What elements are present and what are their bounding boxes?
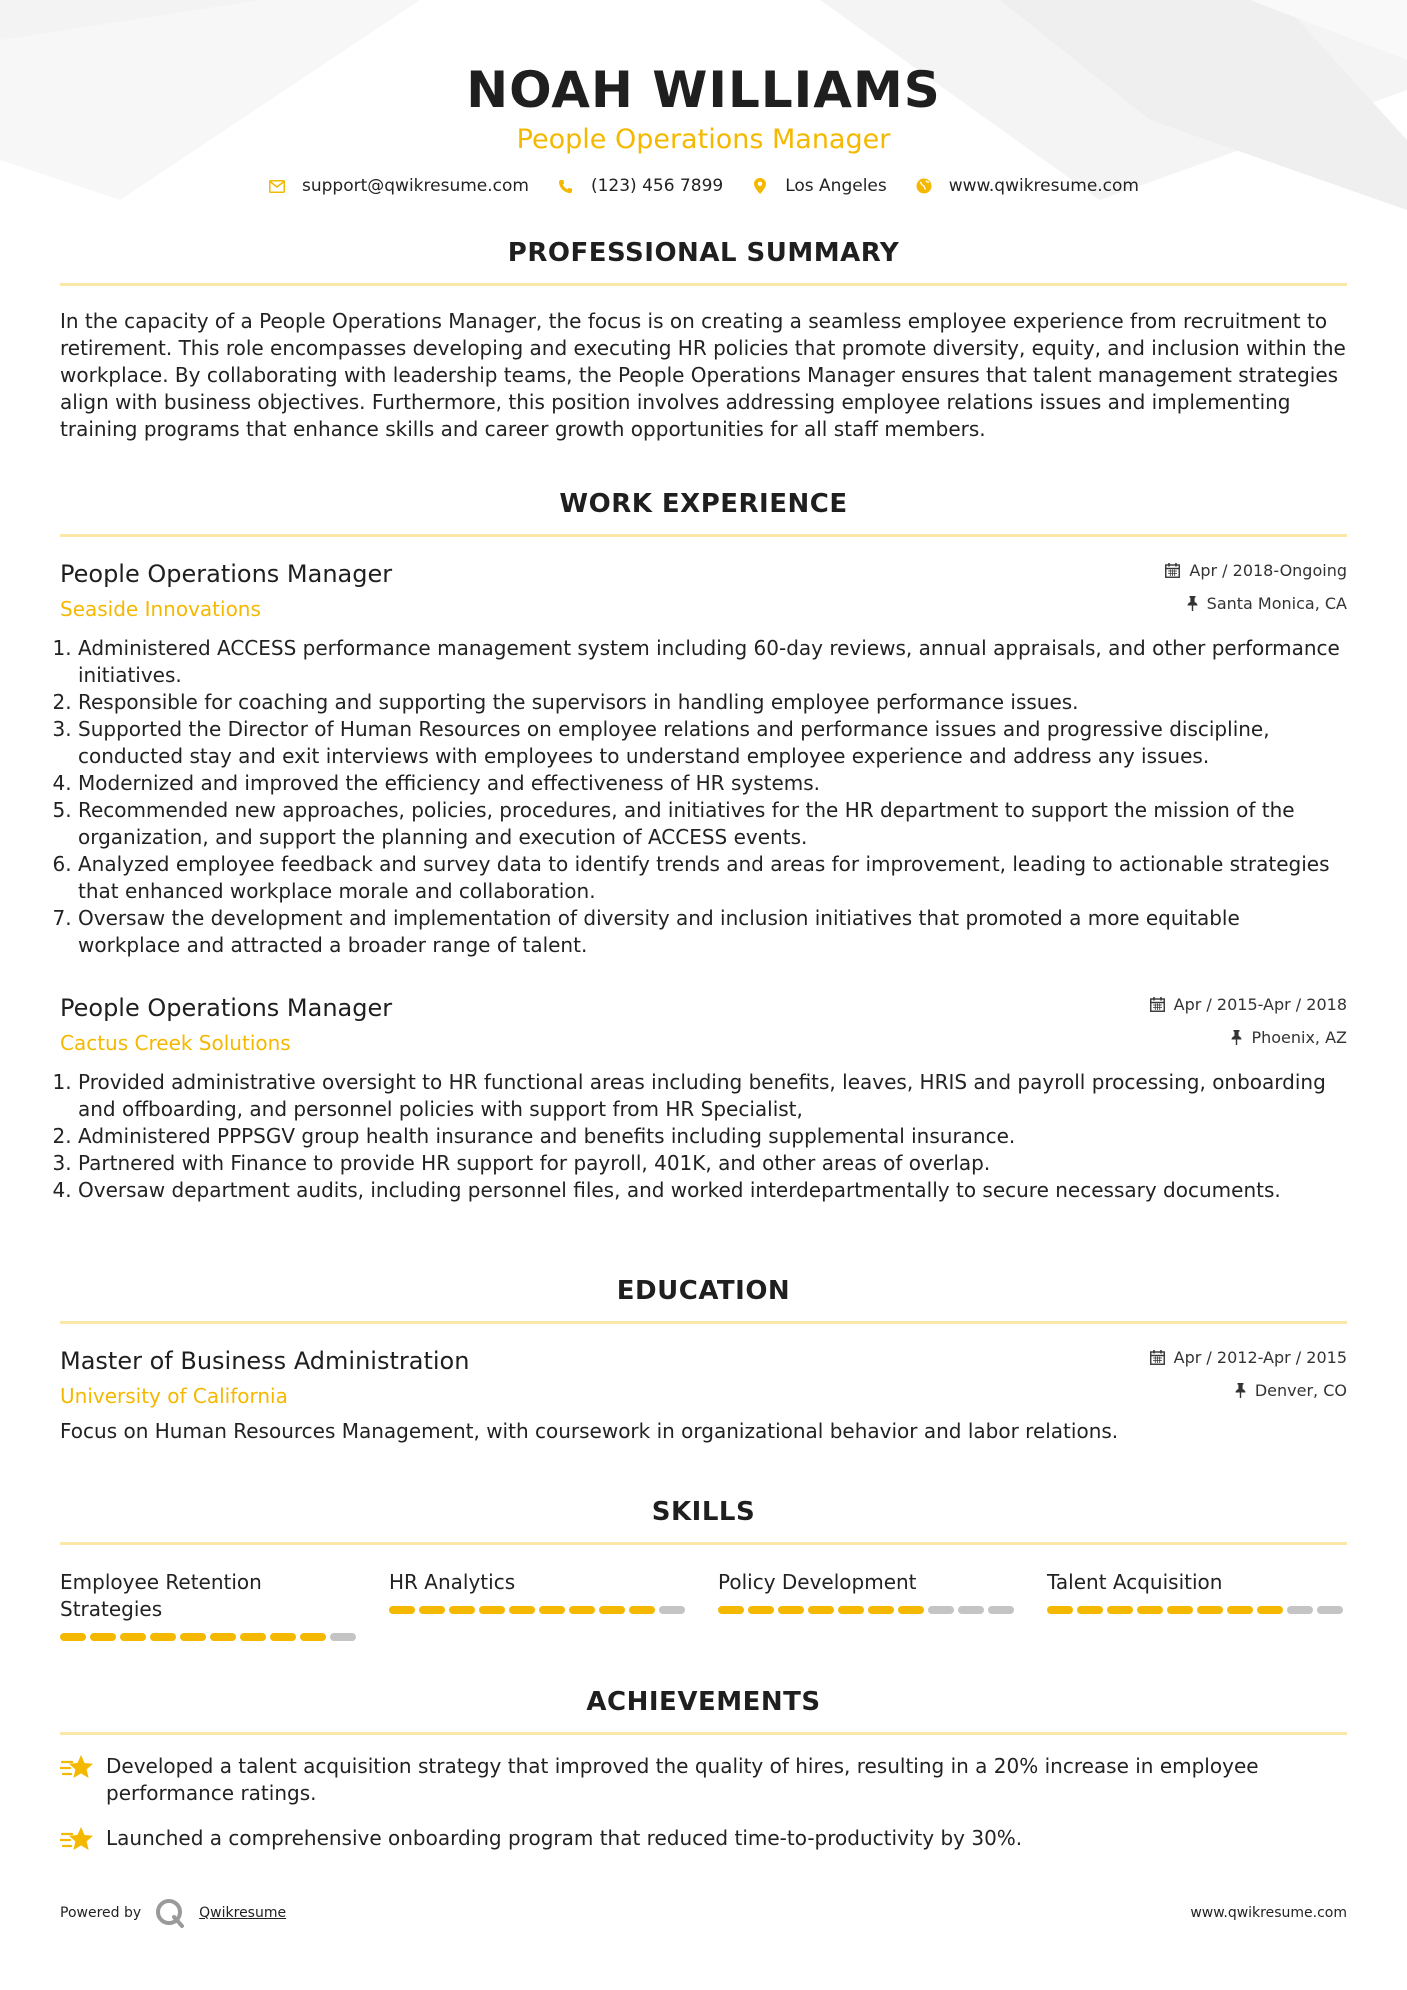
- skill-dot-filled: [389, 1606, 415, 1614]
- skill-dot-filled: [569, 1606, 595, 1614]
- skill-dot-filled: [1227, 1606, 1253, 1614]
- section-divider: [60, 283, 1347, 286]
- section-divider: [60, 1321, 1347, 1324]
- skills-grid: [60, 1569, 1347, 1641]
- section-divider: [60, 1732, 1347, 1735]
- job-location: Phoenix, AZ: [1251, 1027, 1347, 1047]
- skill-dot-filled: [898, 1606, 924, 1614]
- skill-name: Talent Acquisition: [1047, 1570, 1223, 1594]
- skill-name: HR Analytics: [389, 1570, 516, 1594]
- skill-rating: [718, 1606, 1018, 1614]
- achievement-item: [60, 1825, 1347, 1853]
- education-description: Focus on Human Resources Management, with coursework in organizational behavior and labor relations.: [60, 1419, 1119, 1443]
- education-meta: [1150, 1346, 1347, 1401]
- contact-website-text: www.qwikresume.com: [948, 176, 1139, 196]
- qwikresume-link[interactable]: Qwikresume: [199, 1905, 287, 1921]
- education-location: Denver, CO: [1254, 1380, 1347, 1400]
- achievement-text: Launched a comprehensive onboarding program that reduced time-to-productivity by 30%.: [106, 1826, 1023, 1850]
- skill-item: [60, 1569, 360, 1641]
- summary-text: In the capacity of a People Operations Manager, the focus is on creating a seamless employee experience from recruitment to retirement. This role encompasses developing and executing HR policies that promote diversity, equity, and inclusion within the workplace. By collaborating with leadership teams, the People Operations Manager ensures that talent management strategies align with business objectives. Furthermore, this position involves addressing employee relations issues and implementing training programs that enhance skills and career growth opportunities for all staff members.: [60, 309, 1346, 441]
- list-item: 2. Responsible for coaching and supporting the supervisors in handling employee performance issues.: [78, 689, 1347, 716]
- job-meta: [1150, 993, 1347, 1048]
- calendar-icon: [1165, 563, 1180, 578]
- skill-dot-filled: [1107, 1606, 1133, 1614]
- education-title: EDUCATION: [616, 1276, 791, 1306]
- job-company: Cactus Creek Solutions: [60, 1031, 291, 1055]
- skill-dot-filled: [300, 1633, 326, 1641]
- list-item: 3. Partnered with Finance to provide HR support for payroll, 401K, and other areas of overlap.: [78, 1150, 1347, 1177]
- skill-dot-filled: [210, 1633, 236, 1641]
- list-item: 3. Supported the Director of Human Resources on employee relations and performance issues and progressive discipline, conducted stay and exit interviews with employees to understand employee experience and address any issues.: [78, 716, 1347, 770]
- skill-dot-filled: [479, 1606, 505, 1614]
- powered-by-label: Powered by: [60, 1905, 142, 1921]
- experience-section: [60, 487, 1347, 1204]
- candidate-role: People Operations Manager: [516, 124, 891, 155]
- globe-icon: [915, 177, 933, 195]
- skill-dot-filled: [150, 1633, 176, 1641]
- pushpin-icon: [1235, 1383, 1246, 1398]
- shooting-star-icon: [60, 1825, 94, 1853]
- education-section: [60, 1274, 1347, 1445]
- job-entry: [60, 559, 1347, 959]
- skill-rating: [389, 1606, 689, 1614]
- phone-icon: [557, 177, 575, 195]
- achievement-text: Developed a talent acquisition strategy that improved the quality of hires, resulting in a 20% increase in employee performance ratings.: [106, 1754, 1259, 1805]
- achievements-title: ACHIEVEMENTS: [586, 1687, 821, 1717]
- skill-dot-empty: [659, 1606, 685, 1614]
- degree-title: Master of Business Administration: [60, 1347, 470, 1375]
- contact-phone-text: (123) 456 7899: [590, 176, 724, 196]
- footer: [60, 1898, 1347, 1928]
- education-entry: [60, 1346, 1347, 1445]
- section-divider: [60, 534, 1347, 537]
- skill-rating: [60, 1633, 360, 1641]
- pushpin-icon: [1187, 596, 1198, 611]
- skill-dot-filled: [808, 1606, 834, 1614]
- map-pin-icon: [751, 177, 769, 195]
- envelope-icon: [268, 177, 286, 195]
- skill-name: Policy Development: [718, 1570, 917, 1594]
- skill-item: [1047, 1569, 1347, 1641]
- summary-section: [60, 236, 1347, 443]
- skill-dot-filled: [838, 1606, 864, 1614]
- job-entry: [60, 993, 1347, 1204]
- skill-dot-filled: [1257, 1606, 1283, 1614]
- list-item: 6. Analyzed employee feedback and survey data to identify trends and areas for improvement, leading to actionable strategies that enhanced workplace morale and collaboration.: [78, 851, 1347, 905]
- skill-dot-empty: [1287, 1606, 1313, 1614]
- skill-dot-empty: [330, 1633, 356, 1641]
- achievement-item: [60, 1753, 1347, 1807]
- contact-location-text: Los Angeles: [785, 176, 887, 196]
- list-item: 2. Administered PPPSGV group health insurance and benefits including supplemental insurance.: [78, 1123, 1347, 1150]
- skill-dot-filled: [868, 1606, 894, 1614]
- powered-by: [60, 1898, 286, 1928]
- skill-dot-empty: [958, 1606, 984, 1614]
- shooting-star-icon: [60, 1753, 94, 1781]
- skill-dot-filled: [60, 1633, 86, 1641]
- skill-dot-filled: [778, 1606, 804, 1614]
- calendar-icon: [1150, 1350, 1165, 1365]
- calendar-icon: [1150, 997, 1165, 1012]
- skills-section: [60, 1495, 1347, 1641]
- job-company: Seaside Innovations: [60, 597, 261, 621]
- achievements-section: [60, 1685, 1347, 1853]
- job-location: Santa Monica, CA: [1206, 593, 1347, 613]
- skill-dot-filled: [1167, 1606, 1193, 1614]
- contact-location: [751, 176, 887, 196]
- summary-title: PROFESSIONAL SUMMARY: [507, 238, 900, 268]
- skill-dot-empty: [928, 1606, 954, 1614]
- contact-website[interactable]: [915, 176, 1139, 196]
- skill-name: Employee Retention Strategies: [60, 1570, 262, 1621]
- skill-dot-empty: [988, 1606, 1014, 1614]
- skill-dot-filled: [90, 1633, 116, 1641]
- qwikresume-logo-icon: [155, 1898, 185, 1928]
- skill-dot-filled: [1077, 1606, 1103, 1614]
- school-name: University of California: [60, 1384, 288, 1408]
- job-bullets: [60, 1069, 1347, 1204]
- list-item: 7. Oversaw the development and implementation of diversity and inclusion initiatives that promoted a more equitable workplace and attracted a broader range of talent.: [78, 905, 1347, 959]
- experience-title: WORK EXPERIENCE: [559, 489, 848, 519]
- section-divider: [60, 1542, 1347, 1545]
- job-bullets: [60, 635, 1347, 959]
- skill-dot-filled: [629, 1606, 655, 1614]
- contact-bar: [60, 172, 1347, 200]
- pushpin-icon: [1231, 1030, 1242, 1045]
- contact-email[interactable]: [268, 176, 529, 196]
- skill-dot-filled: [270, 1633, 296, 1641]
- skill-dot-filled: [1047, 1606, 1073, 1614]
- skills-title: SKILLS: [651, 1497, 756, 1527]
- job-title: People Operations Manager: [60, 560, 393, 588]
- skill-item: [389, 1569, 689, 1641]
- skill-dot-filled: [180, 1633, 206, 1641]
- skill-dot-filled: [419, 1606, 445, 1614]
- contact-email-text: support@qwikresume.com: [302, 176, 529, 196]
- skill-dot-filled: [449, 1606, 475, 1614]
- job-meta: [1165, 559, 1347, 614]
- skill-dot-empty: [1317, 1606, 1343, 1614]
- skill-dot-filled: [509, 1606, 535, 1614]
- footer-website[interactable]: www.qwikresume.com: [1190, 1905, 1347, 1921]
- skill-rating: [1047, 1606, 1347, 1614]
- education-dates: Apr / 2012-Apr / 2015: [1173, 1347, 1347, 1367]
- list-item: 1. Provided administrative oversight to HR functional areas including benefits, leaves, HRIS and payroll processing, onboarding and offboarding, and personnel policies with support from HR Specialist,: [78, 1069, 1347, 1123]
- skill-dot-filled: [240, 1633, 266, 1641]
- contact-phone[interactable]: [557, 176, 723, 196]
- skill-item: [718, 1569, 1018, 1641]
- list-item: 4. Oversaw department audits, including personnel files, and worked interdepartmentally to secure necessary documents.: [78, 1177, 1347, 1204]
- list-item: 5. Recommended new approaches, policies, procedures, and initiatives for the HR department to support the mission of the organization, and support the planning and execution of ACCESS events.: [78, 797, 1347, 851]
- skill-dot-filled: [718, 1606, 744, 1614]
- job-dates: Apr / 2018-Ongoing: [1189, 560, 1347, 580]
- candidate-name: NOAH WILLIAMS: [466, 61, 941, 119]
- skill-dot-filled: [120, 1633, 146, 1641]
- job-dates: Apr / 2015-Apr / 2018: [1173, 994, 1347, 1014]
- skill-dot-filled: [539, 1606, 565, 1614]
- job-title: People Operations Manager: [60, 994, 393, 1022]
- skill-dot-filled: [1197, 1606, 1223, 1614]
- list-item: 1. Administered ACCESS performance management system including 60-day reviews, annual appraisals, and other performance initiatives.: [78, 635, 1347, 689]
- skill-dot-filled: [1137, 1606, 1163, 1614]
- skill-dot-filled: [599, 1606, 625, 1614]
- list-item: 4. Modernized and improved the efficiency and effectiveness of HR systems.: [78, 770, 1347, 797]
- skill-dot-filled: [748, 1606, 774, 1614]
